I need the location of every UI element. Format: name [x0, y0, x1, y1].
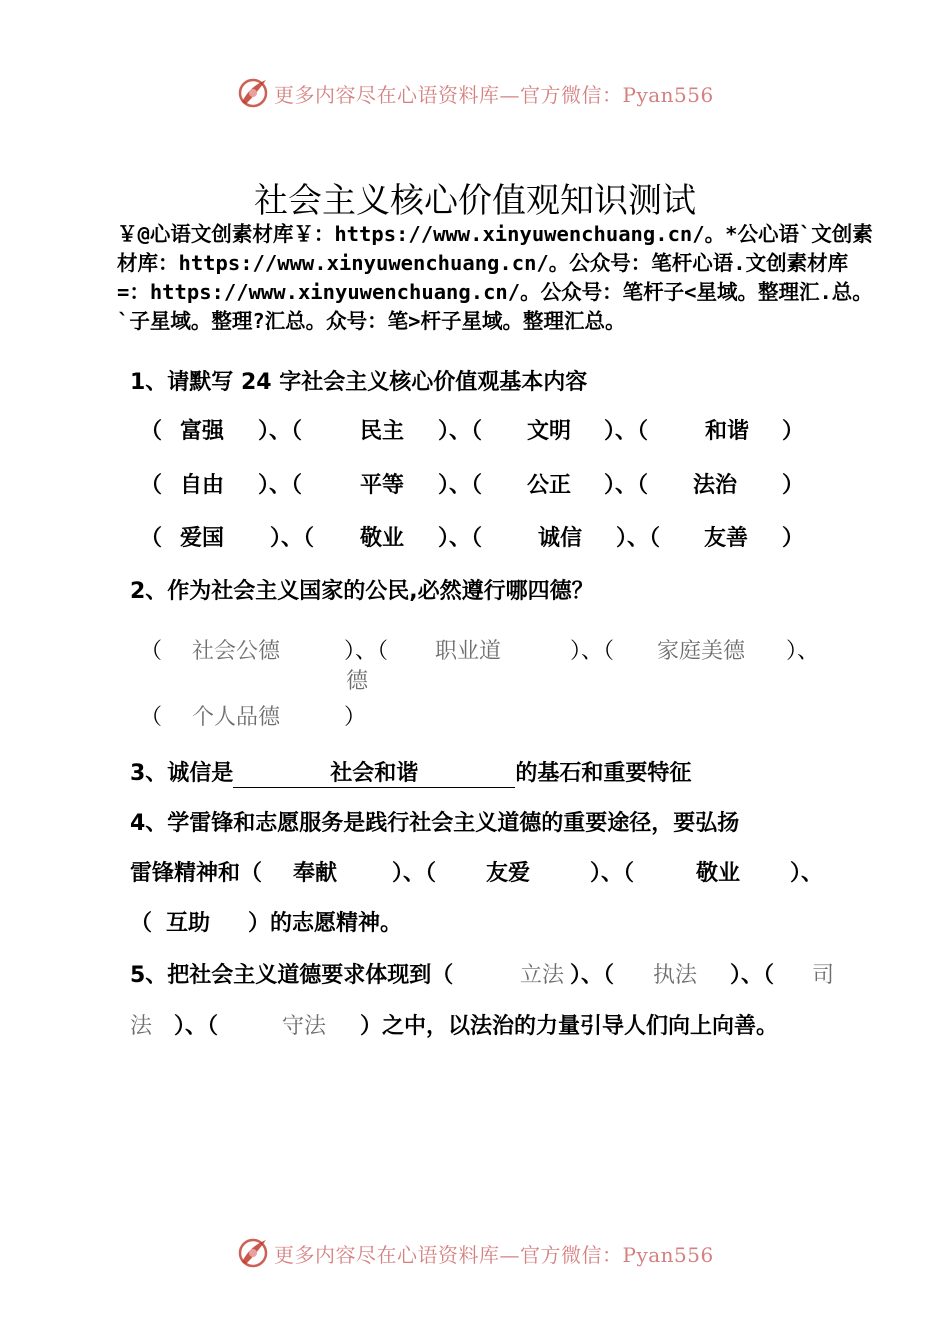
q4-answer-row: （ 互助 ）的志愿精神。 — [130, 906, 530, 937]
q1-answer: 平等 — [360, 473, 405, 498]
watermark-text: 更多内容尽在心语资料库—官方微信：Pyan556 — [274, 1242, 714, 1267]
watermark-footer — [236, 1233, 714, 1273]
q1-answer: 自由 — [180, 473, 225, 498]
q1-answer: 公正 — [527, 473, 572, 498]
q4-answer: 奉献 — [293, 861, 338, 886]
page-title: 社会主义核心价值观知识测试 — [254, 181, 696, 221]
q2-answer: 个人品德 — [192, 705, 281, 730]
q2-answer: 家庭美德 — [657, 639, 746, 664]
q5-lead: 5、把社会主义道德要求体现到（ — [130, 963, 454, 988]
q4-lead: 雷锋精神和（ — [130, 861, 263, 886]
q2-answer-wrap: 德 — [346, 669, 369, 694]
q3-prefix: 3、诚信是 — [130, 761, 234, 786]
q5-tail: ）之中，以法治的力量引导人们向上向善。 — [360, 1014, 779, 1039]
question-2: 2、作为社会主义国家的公民,必然遵行哪四德？ — [130, 579, 594, 604]
q2-answer: 职业道 — [435, 639, 502, 664]
q1-answer: 诚信 — [538, 526, 583, 551]
q2-answer: 社会公德 — [192, 639, 281, 664]
q1-answer: 文明 — [527, 419, 572, 444]
question-3 — [130, 756, 691, 788]
q1-answer: 和谐 — [705, 419, 750, 444]
brand-logo-icon — [236, 76, 270, 110]
q5-answer: 司 — [812, 963, 835, 988]
watermark-text: 更多内容尽在心语资料库—官方微信：Pyan556 — [274, 82, 714, 107]
q5-answer: 立法 — [520, 963, 565, 988]
q4-answer-row: 雷锋精神和（ 奉献 ）、（ 友爱 ）、（ 敬业 ）、 — [130, 856, 830, 887]
q4-answer: 互助 — [166, 911, 211, 936]
q1-answer: 富强 — [180, 419, 225, 444]
q4-answer: 敬业 — [696, 861, 741, 886]
question-5: 5、把社会主义道德要求体现到（ 立法 ）、（ 执法 ）、（ 司 — [130, 958, 840, 989]
intro-text: ￥@心语文创素材库￥：https://www.xinyuwenchuang.cn/。*公心语`文创素材库：https://www.xinyuwenchuang.cn/。公众号：笔杆心语.文创素材库=：https://www.xinyuwenchuang.cn/。公众号：笔杆子<星域。整理汇.总。`子星域。整理?汇总。众号：笔>杆子星域。整理汇总。 — [117, 222, 873, 333]
q3-suffix: 的基石和重要特征 — [515, 761, 692, 786]
q4-answer: 友爱 — [486, 861, 531, 886]
brand-logo-icon — [236, 1236, 270, 1270]
q1-answer: 法治 — [693, 473, 738, 498]
q5-answer-row: 法 ）、（ 守法 ）之中，以法治的力量引导人们向上向善。 — [130, 1009, 840, 1040]
q5-answer: 法 — [130, 1014, 153, 1039]
question-4: 4、学雷锋和志愿服务是践行社会主义道德的重要途径，要弘扬 — [130, 811, 740, 836]
q4-tail: ）的志愿精神。 — [248, 911, 403, 936]
q1-answer: 敬业 — [360, 526, 405, 551]
q5-answer: 执法 — [653, 963, 698, 988]
question-1: 1、请默写 24 字社会主义核心价值观基本内容 — [130, 370, 588, 395]
watermark-header — [236, 73, 714, 113]
q5-answer: 守法 — [282, 1014, 327, 1039]
q1-answer: 友善 — [704, 526, 749, 551]
q1-answer: 民主 — [360, 419, 405, 444]
q3-answer: 社会和谐 — [233, 756, 515, 788]
q1-answer: 爱国 — [180, 526, 225, 551]
